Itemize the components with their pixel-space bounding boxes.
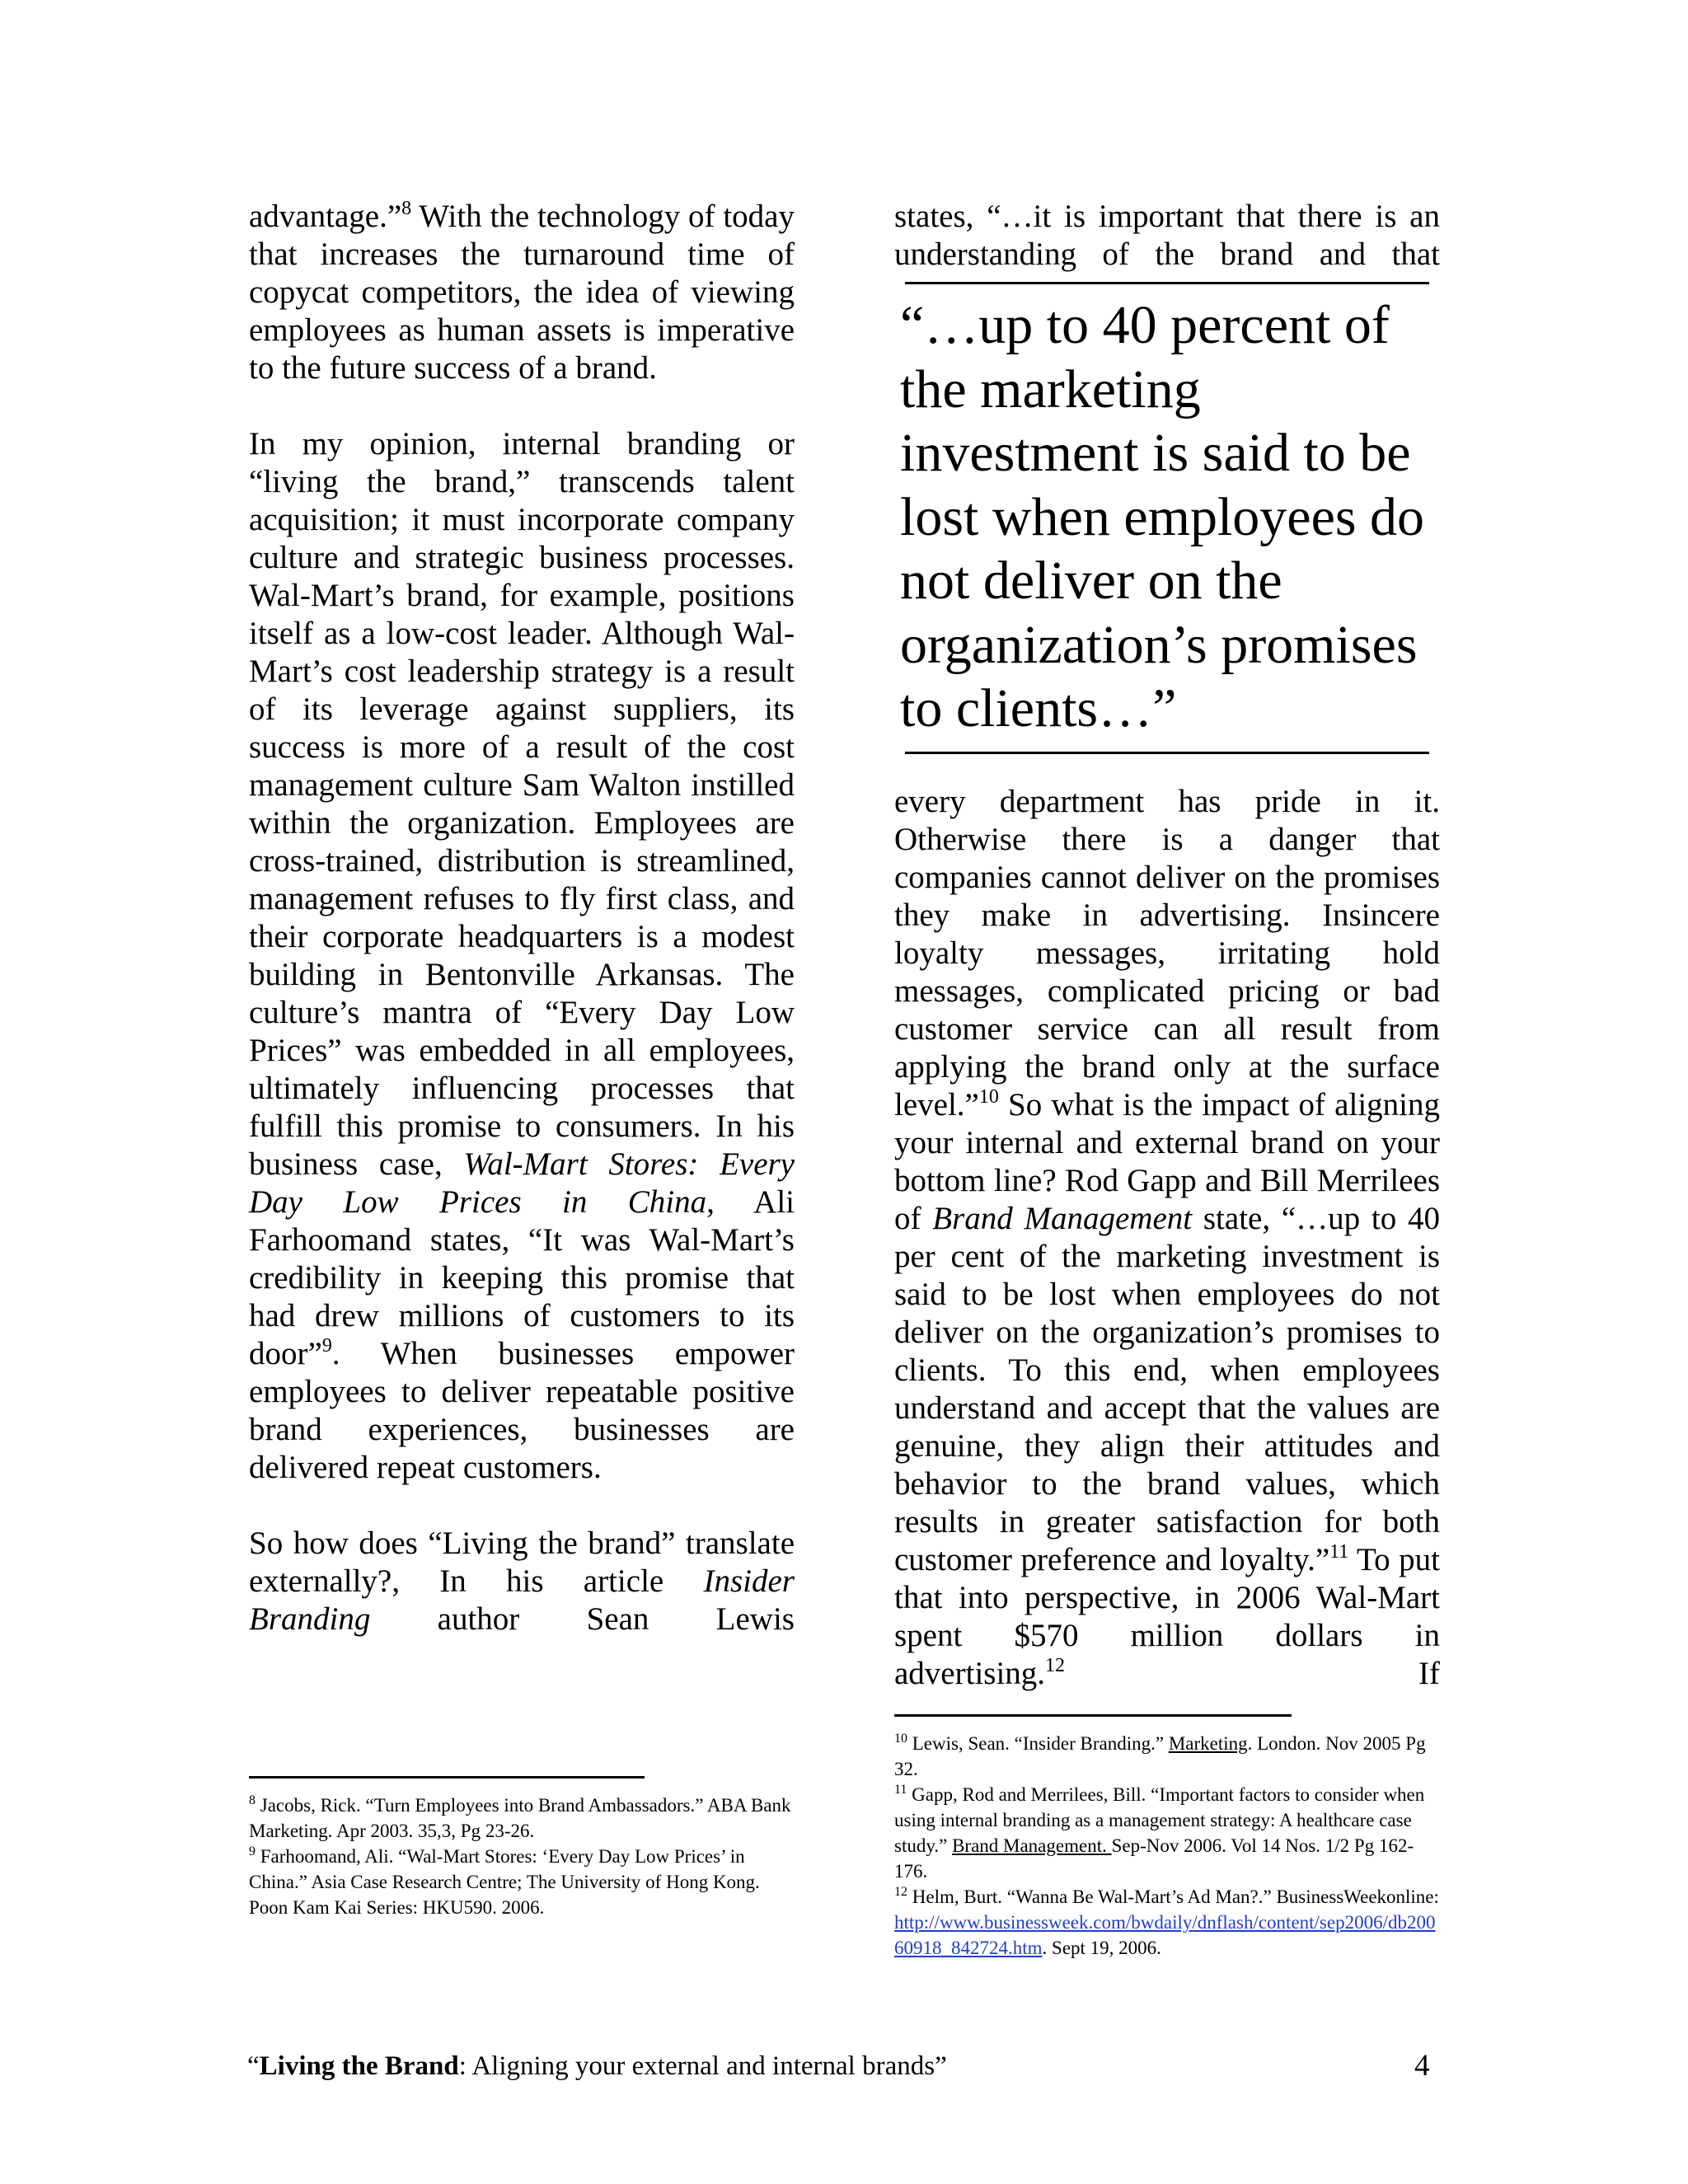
businessweek-link[interactable]: http://www.businessweek.com/bwdaily/dnflash/content/sep2006/db20060918_842724.htm	[894, 1912, 1436, 1958]
footnote-ref-8[interactable]: 8	[401, 198, 412, 219]
footnote-separator-left	[249, 1776, 645, 1779]
pull-quote-rule-top	[905, 282, 1429, 284]
footnote-10: $^{10}$ Lewis, Sean. “Insider Branding.” Marketing. London. Nov 2005 Pg 32.	[894, 1732, 1426, 1779]
pull-quote: “…up to 40 percent of the marketing investment is said to be lost when employees do not deliver on the organization’s promises to clients…”	[900, 295, 1425, 738]
right-column-top: states, “…it is important that there is an understanding of the brand and that	[894, 199, 1440, 272]
footnote-11: $^{11}$ Gapp, Rod and Merrilees, Bill. “Important factors to consider when using internal branding as a management strategy: A healthcare case study.” Brand Management. Sep-Nov 2006. Vol 14 Nos. 1/2 Pg 162-176.	[894, 1783, 1425, 1882]
pull-quote-rule-bottom	[905, 752, 1429, 754]
page-footer: “Living the Brand: Aligning your external and internal brands”	[247, 2051, 947, 2081]
journal-title: Brand Management	[932, 1201, 1193, 1236]
right-column-body	[894, 783, 1440, 1693]
paragraph-2: In my opinion, internal branding or “living the brand,” transcends talent acquisition; it must incorporate company culture and strategic business processes. Wal-Mart’s brand, for example, positions itself as a low-cost leader. Although Wal-Mart’s cost leadership strategy is a result of its leverage against suppliers, its success is more of a result of the cost management culture Sam Walton instilled within the organization. Employees are cross-trained, distribution is streamlined, management refuses to fly first class, and their corporate headquarters is a modest building in Bentonville Arkansas. The culture’s mantra of “Every Day Low Prices” was embedded in all employees, ultimately influencing processes that fulfill this promise to consumers. In his business case, Wal-Mart Stores: Every Day Low Prices in China, Ali Farhoomand states, “It was Wal-Mart’s credibility in keeping this promise that had drew millions of customers to its door”$^9$. When businesses empower employees to deliver repeatable positive brand experiences, businesses are delivered repeat customers.	[249, 426, 795, 1485]
page-number: 4	[1414, 2049, 1430, 2083]
paragraph-4: every department has pride in it. Otherwise there is a danger that companies cannot deliver on the promises they make in advertising. Insincere loyalty messages, irritating hold messages, complicated pricing or bad customer service can all result from applying the brand only at the surface level.”$^{10}$ So what is the impact of aligning your internal and external brand on your bottom line? Rod Gapp and Bill Merrilees of Brand Management state, “…up to 40 per cent of the marketing investment is said to be lost when employees do not deliver on the organization’s promises to clients. To this end, when employees understand and accept that the values are genuine, they align their attitudes and behavior to the brand values, which results in greater satisfaction for both customer preference and loyalty.”$^{11}$ To put that into perspective, in 2006 Wal-Mart spent $570 million dollars in advertising.$^{12}$ If	[894, 784, 1440, 1691]
paragraph-1: advantage.”$^8$ With the technology of today that increases the turnaround time of copycat competitors, the idea of viewing employees as human assets is imperative to the future success of a brand.	[249, 198, 795, 386]
footnote-8: $^8$ Jacobs, Rick. “Turn Employees into Brand Ambassadors.” ABA Bank Marketing. Apr 2003. 35,3, Pg 23-26.	[249, 1793, 791, 1841]
footer-title-bold: Living the Brand	[259, 2051, 459, 2081]
footnote-ref-10[interactable]: 10	[978, 1086, 999, 1108]
footnote-ref-11[interactable]: 11	[1329, 1541, 1349, 1563]
footnotes-left	[249, 1793, 795, 1920]
footnote-9: $^9$ Farhoomand, Ali. “Wal-Mart Stores: ‘Every Day Low Prices’ in China.” Asia Case Research Centre; The University of Hong Kong. Poon Kam Kai Series: HKU590. 2006.	[249, 1844, 760, 1918]
case-title: Wal-Mart Stores: Every Day Low Prices in China	[249, 1146, 795, 1220]
footnote-12: $^{12}$ Helm, Burt. “Wanna Be Wal-Mart’s Ad Man?.” BusinessWeekonline:http://www.businessweek.com/bwdaily/dnflash/content/sep2006/db20060918_842724.htm. Sept 19, 2006.	[894, 1885, 1439, 1958]
footnote-ref-12[interactable]: 12	[1045, 1655, 1066, 1676]
footnote-ref-9[interactable]: 9	[321, 1335, 332, 1357]
article-title: Insider Branding	[249, 1563, 795, 1637]
left-column	[249, 198, 795, 1638]
footnotes-right	[894, 1731, 1440, 1961]
paragraph-3: So how does “Living the brand” translate externally?, In his article Insider Branding author Sean Lewis	[249, 1526, 795, 1637]
footnote-separator-right	[894, 1714, 1292, 1717]
